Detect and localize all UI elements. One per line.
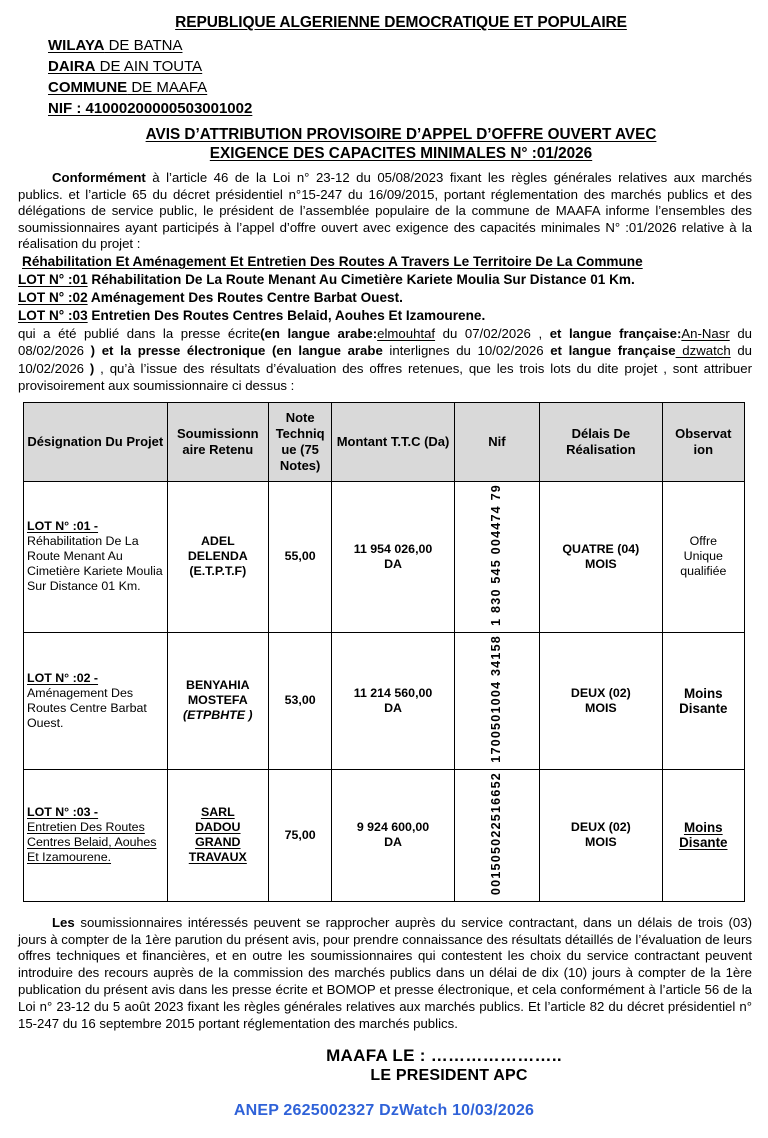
project-title: Réhabilitation Et Aménagement Et Entretien Des Routes A Travers Le Territoire De La Commune <box>22 253 643 269</box>
pub-p1: qui a été publié dans la presse écrite <box>18 325 261 341</box>
commune-line <box>48 78 754 98</box>
closing-text: soumissionnaires intéressés peuvent se rapprocher auprès du service contractant, dans un délais de trois (03) jours à compter de la 1ère parution du présent avis, pour prendre connaissance des résultats détaillés de l’évaluation de leurs offres techniques et financières, et en outre les soumissionnaires qui contestent les choix du service contractant peuvent introduire des recours auprès de la commission des marchés publics dans un délai de dix (10) jours à compter de la 1ère publication du présent avis dans les presse écrite et BOMOP et presse électronique, et cela conformément à l’article 56 de la Loi n° 23-12 du 5 août 2023 fixant les règles générales relatives aux marchés publics. Et l’article 82 du décret présidentiel n° 15-247 du 16 septembre 2015 portant réglementation des marchés publics. <box>18 914 752 1031</box>
row1-delai-l1: QUATRE (04) <box>562 541 640 556</box>
cell-note-3: 75,00 <box>269 769 332 901</box>
cell-delai-3 <box>540 769 663 901</box>
row2-delai-l1: DEUX (02) <box>570 685 631 700</box>
row3-delai-l2: MOIS <box>585 835 617 850</box>
wilaya-label: WILAYA <box>48 37 105 54</box>
row3-obs-l2: Disante <box>679 835 728 851</box>
row1-montant: 11 954 026,00 <box>353 541 433 556</box>
pub-p6: , qu’à l’issue des résultats d’évaluation des offres retenues, que les trois lots du dite projet , sont attribuer provisoirement aux soumissionnaire ci dessus : <box>18 360 752 394</box>
row1-montant-unit: DA <box>384 556 402 571</box>
pub-p3: du 08/02/2026 <box>18 325 752 359</box>
row2-nif: 1700501004 34158 <box>489 634 504 763</box>
th-designation: Désignation Du Projet <box>24 402 168 481</box>
pub-b5: ) <box>89 360 95 376</box>
wilaya-line <box>48 36 754 56</box>
row1-soum-l1: ADEL <box>200 534 235 549</box>
intro-paragraph <box>18 170 752 253</box>
pub-b2: et langue française: <box>549 325 682 341</box>
pub-b4: et langue française <box>550 343 676 359</box>
cell-designation-2 <box>24 632 168 769</box>
row1-soum-l2: DELENDA <box>187 549 248 564</box>
row1-delai-l2: MOIS <box>585 556 617 571</box>
publication-paragraph <box>18 325 752 395</box>
table-row <box>24 481 745 632</box>
anep-footer: ANEP 2625002327 DzWatch 10/03/2026 <box>233 1102 535 1119</box>
cell-note-1: 55,00 <box>269 481 332 632</box>
row1-obs-l3: qualifiée <box>680 564 727 579</box>
closing-lead: Les <box>52 914 75 930</box>
nif-line <box>48 99 754 119</box>
row2-designation: Aménagement Des Routes Centre Barbat Ouest. <box>27 685 147 730</box>
row2-delai-l2: MOIS <box>585 700 617 715</box>
row2-obs-l1: Moins <box>683 685 723 701</box>
republic-title-text: REPUBLIQUE ALGERIENNE DEMOCRATIQUE ET POPULAIRE <box>175 14 627 31</box>
row1-soum-l3: (E.T.P.T.F) <box>189 564 247 579</box>
table-row <box>24 769 745 901</box>
row2-obs-l2: Disante <box>679 700 728 716</box>
commune-value: DE MAAFA <box>127 79 208 96</box>
lot-label-3: LOT N° :03 <box>18 307 88 323</box>
document-header <box>0 0 768 163</box>
notice-title-line1: AVIS D’ATTRIBUTION PROVISOIRE D’APPEL D’OFFRE OUVERT AVEC <box>145 126 657 143</box>
cell-observation-1 <box>662 481 744 632</box>
awards-table <box>23 402 745 902</box>
cell-soumissionnaire-1 <box>167 481 268 632</box>
awards-table-head <box>24 402 745 481</box>
row2-montant: 11 214 560,00 <box>353 685 433 700</box>
row1-designation: Réhabilitation De La Route Menant Au Cimetière Kariete Moulia Sur Distance 01 Km. <box>27 534 163 594</box>
row1-lot-label: LOT N° :01 - <box>27 519 99 534</box>
notice-title <box>48 125 754 163</box>
pub-u1: elmouhtaf <box>377 325 436 341</box>
lot-line-3 <box>18 307 752 325</box>
signature-title: LE PRESIDENT APC <box>370 1066 528 1084</box>
cell-montant-2 <box>332 632 455 769</box>
row3-obs-l1: Moins <box>683 820 723 836</box>
cell-observation-2 <box>662 632 744 769</box>
daira-value: DE AIN TOUTA <box>95 58 203 75</box>
lot-label-1: LOT N° :01 <box>18 271 88 287</box>
daira-line <box>48 57 754 77</box>
th-nif: Nif <box>454 402 539 481</box>
row2-soum-l3: (ETPBHTE ) <box>183 708 253 723</box>
cell-delai-1 <box>540 481 663 632</box>
row1-nif: 1 830 545 004474 79 <box>489 483 504 626</box>
lot-text-2: Aménagement Des Routes Centre Barbat Ouest. <box>87 289 403 305</box>
cell-designation-3 <box>24 769 168 901</box>
signature-block <box>0 1046 768 1085</box>
cell-note-2: 53,00 <box>269 632 332 769</box>
lot-label-2: LOT N° :02 <box>18 289 88 305</box>
row2-soum-l1: BENYAHIA <box>186 678 250 693</box>
cell-soumissionnaire-3 <box>167 769 268 901</box>
row3-montant: 9 924 600,00 <box>356 820 430 835</box>
pub-b3: ) et la presse électronique (en langue arabe <box>90 343 383 359</box>
th-observation: Observat ion <box>662 402 744 481</box>
cell-delai-2 <box>540 632 663 769</box>
cell-montant-1 <box>332 481 455 632</box>
row3-nif: 001505022516652 <box>489 771 504 895</box>
signature-place-date: MAAFA LE : ………………….. <box>326 1045 562 1065</box>
pub-b1: (en langue arabe: <box>260 325 378 341</box>
lot-text-3: Entretien Des Routes Centres Belaid, Aouhes Et Izamourene. <box>87 307 486 323</box>
awards-table-body <box>24 481 745 901</box>
pub-u3: dzwatch <box>675 343 731 359</box>
row1-obs-l1: Offre <box>689 534 717 549</box>
cell-designation-1 <box>24 481 168 632</box>
row3-lot-label: LOT N° :03 - <box>27 805 99 820</box>
row3-soum-l2: DADOU <box>195 820 241 835</box>
pub-u2: An-Nasr <box>681 325 730 341</box>
th-montant: Montant T.T.C (Da) <box>332 402 455 481</box>
th-soumissionnaire: Soumissionn aire Retenu <box>167 402 268 481</box>
row3-delai-l1: DEUX (02) <box>570 820 631 835</box>
row3-soum-l4: TRAVAUX <box>188 850 247 865</box>
nif-text: NIF : 41000200000503001002 <box>48 100 253 117</box>
cell-observation-3 <box>662 769 744 901</box>
row2-montant-unit: DA <box>384 700 402 715</box>
notice-title-line2: EXIGENCE DES CAPACITES MINIMALES N° :01/2026 <box>209 145 593 162</box>
pub-p4: interlignes du 10/02/2026 <box>382 343 551 359</box>
row3-soum-l3: GRAND <box>195 835 241 850</box>
cell-soumissionnaire-2 <box>167 632 268 769</box>
row2-lot-label: LOT N° :02 - <box>27 670 99 685</box>
wilaya-value: DE BATNA <box>104 37 183 54</box>
row3-designation: Entretien Des Routes Centres Belaid, Aouhes Et Izamourene. <box>27 820 157 865</box>
cell-nif-3 <box>454 769 539 901</box>
table-row <box>24 632 745 769</box>
row3-soum-l1: SARL <box>200 805 235 820</box>
republic-title <box>48 14 754 32</box>
lot-line-1 <box>18 271 752 289</box>
commune-label: COMMUNE <box>48 79 128 96</box>
lot-text-1: Réhabilitation De La Route Menant Au Cimetière Kariete Moulia Sur Distance 01 Km. <box>87 271 635 287</box>
th-note-technique: Note Techniq ue (75 Notes) <box>269 402 332 481</box>
daira-label: DAIRA <box>48 58 96 75</box>
cell-nif-2 <box>454 632 539 769</box>
lot-line-2 <box>18 289 752 307</box>
row1-obs-l2: Unique <box>683 549 723 564</box>
pub-p2: du 07/02/2026 , <box>435 325 550 341</box>
cell-montant-3 <box>332 769 455 901</box>
pub-p5: du 10/02/2026 <box>18 343 753 376</box>
closing-paragraph <box>18 915 752 1033</box>
row3-montant-unit: DA <box>384 835 402 850</box>
intro-text: à l’article 46 de la Loi n° 23-12 du 05/08/2023 fixant les règles générales relatives aux marchés publics. et l’article 65 du décret présidentiel n°15-247 du 16/09/2015, portant réglementation des marchés publics et des délégations de service public, le président de l’assemblée populaire de la commune de MAAFA informe l’ensembles des soumissionnaires ayant participés à l’appel d’offre ouvert avec exigence des capacités minimales N° :01/2026 relative à la réalisation du projet : <box>18 170 752 252</box>
th-delais: Délais De Réalisation <box>540 402 663 481</box>
row2-soum-l2: MOSTEFA <box>187 693 248 708</box>
closing-section <box>0 915 768 1033</box>
intro-lead: Conformément <box>52 170 146 185</box>
cell-nif-1 <box>454 481 539 632</box>
table-header-row <box>24 402 745 481</box>
intro-section <box>0 170 768 395</box>
